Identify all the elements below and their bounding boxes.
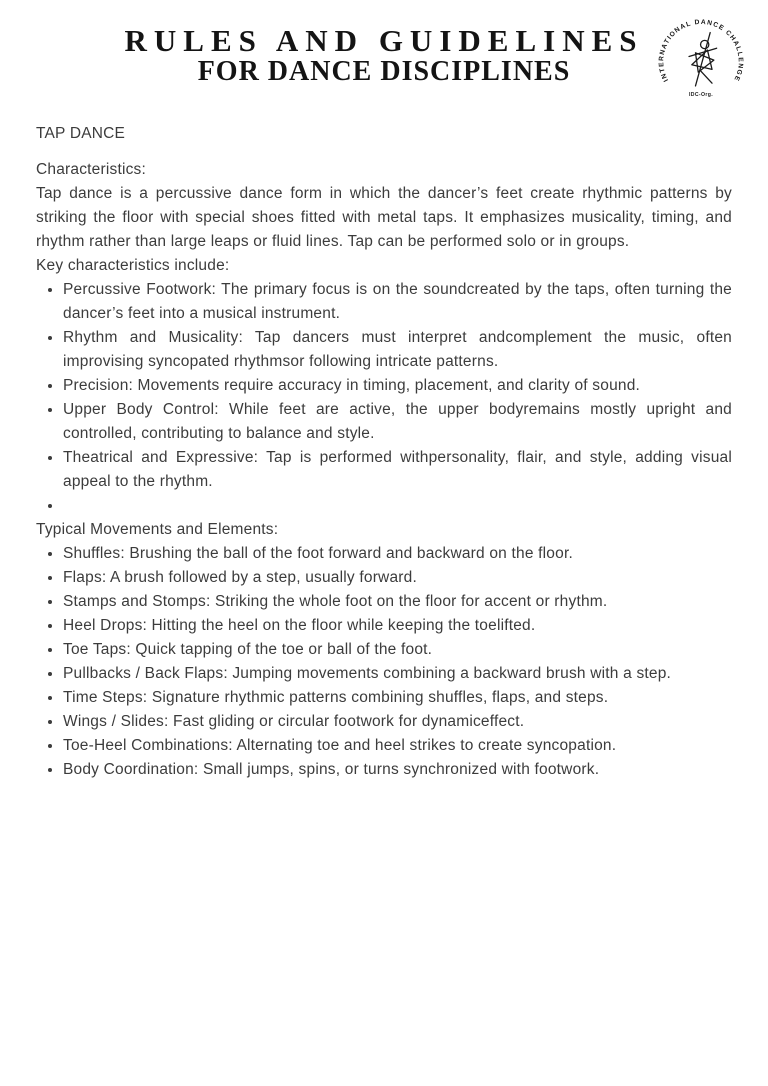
- logo: [655, 16, 747, 108]
- characteristics-heading: Characteristics:: [36, 161, 147, 178]
- characteristics-paragraph: Tap dance is a percussive dance form in which the dancer’s feet create rhythmic patterns by striking the floor with special shoes fitted with metal taps. It emphasizes musicality, timing, and rhythm rather than large leaps or fluid lines. Tap can be performed solo or in groups.: [36, 185, 732, 250]
- list-item: • Heel Drops: Hitting the heel on the floor while keeping the toelifted.: [63, 614, 732, 638]
- list-item: [63, 494, 732, 518]
- list-item: • Time Steps: Signature rhythmic patterns combining shuffles, flaps, and steps.: [63, 686, 732, 710]
- dancer-icon: [689, 33, 717, 86]
- logo-graphic: [655, 16, 747, 108]
- list-item: • Body Coordination: Small jumps, spins, or turns synchronized with footwork.: [63, 758, 732, 782]
- logo-circle-text: INTERNATIONAL DANCE CHALLENGE: [658, 18, 744, 83]
- logo-org-text: IDC-Org.: [688, 92, 714, 99]
- movements-list: [36, 542, 732, 782]
- list-item: • Stamps and Stomps: Striking the whole foot on the floor for accent or rhythm.: [63, 590, 732, 614]
- list-item: • Percussive Footwork: The primary focus is on the soundcreated by the taps, often turning the dancer’s feet into a musical instrument.: [63, 278, 732, 326]
- movements-heading: Typical Movements and Elements:: [36, 521, 279, 538]
- list-item: • Shuffles: Brushing the ball of the foot forward and backward on the floor.: [63, 542, 732, 566]
- list-item: • Theatrical and Expressive: Tap is performed withpersonality, flair, and style, adding visual appeal to the rhythm.: [63, 446, 732, 494]
- list-item: • Wings / Slides: Fast gliding or circular footwork for dynamiceffect.: [63, 710, 732, 734]
- page-subtitle: FOR DANCE DISCIPLINES: [197, 56, 571, 87]
- list-item: • Upper Body Control: While feet are active, the upper bodyremains mostly upright and controlled, contributing to balance and style.: [63, 398, 732, 446]
- list-item: • Rhythm and Musicality: Tap dancers must interpret andcomplement the music, often improvising syncopated rhythmsor following intricate patterns.: [63, 326, 732, 374]
- document-header: [0, 0, 768, 99]
- list-item: • Precision: Movements require accuracy in timing, placement, and clarity of sound.: [63, 374, 732, 398]
- section-title: TAP DANCE: [36, 125, 126, 142]
- document-body: [0, 122, 768, 782]
- list-item: • Toe Taps: Quick tapping of the toe or ball of the foot.: [63, 638, 732, 662]
- list-item: • Flaps: A brush followed by a step, usually forward.: [63, 566, 732, 590]
- key-characteristics-heading: Key characteristics include:: [36, 257, 230, 274]
- list-item: • Toe-Heel Combinations: Alternating toe and heel strikes to create syncopation.: [63, 734, 732, 758]
- list-item: • Pullbacks / Back Flaps: Jumping movements combining a backward brush with a step.: [63, 662, 732, 686]
- key-characteristics-list: [36, 278, 732, 518]
- page-title: RULES AND GUIDELINES: [124, 23, 644, 58]
